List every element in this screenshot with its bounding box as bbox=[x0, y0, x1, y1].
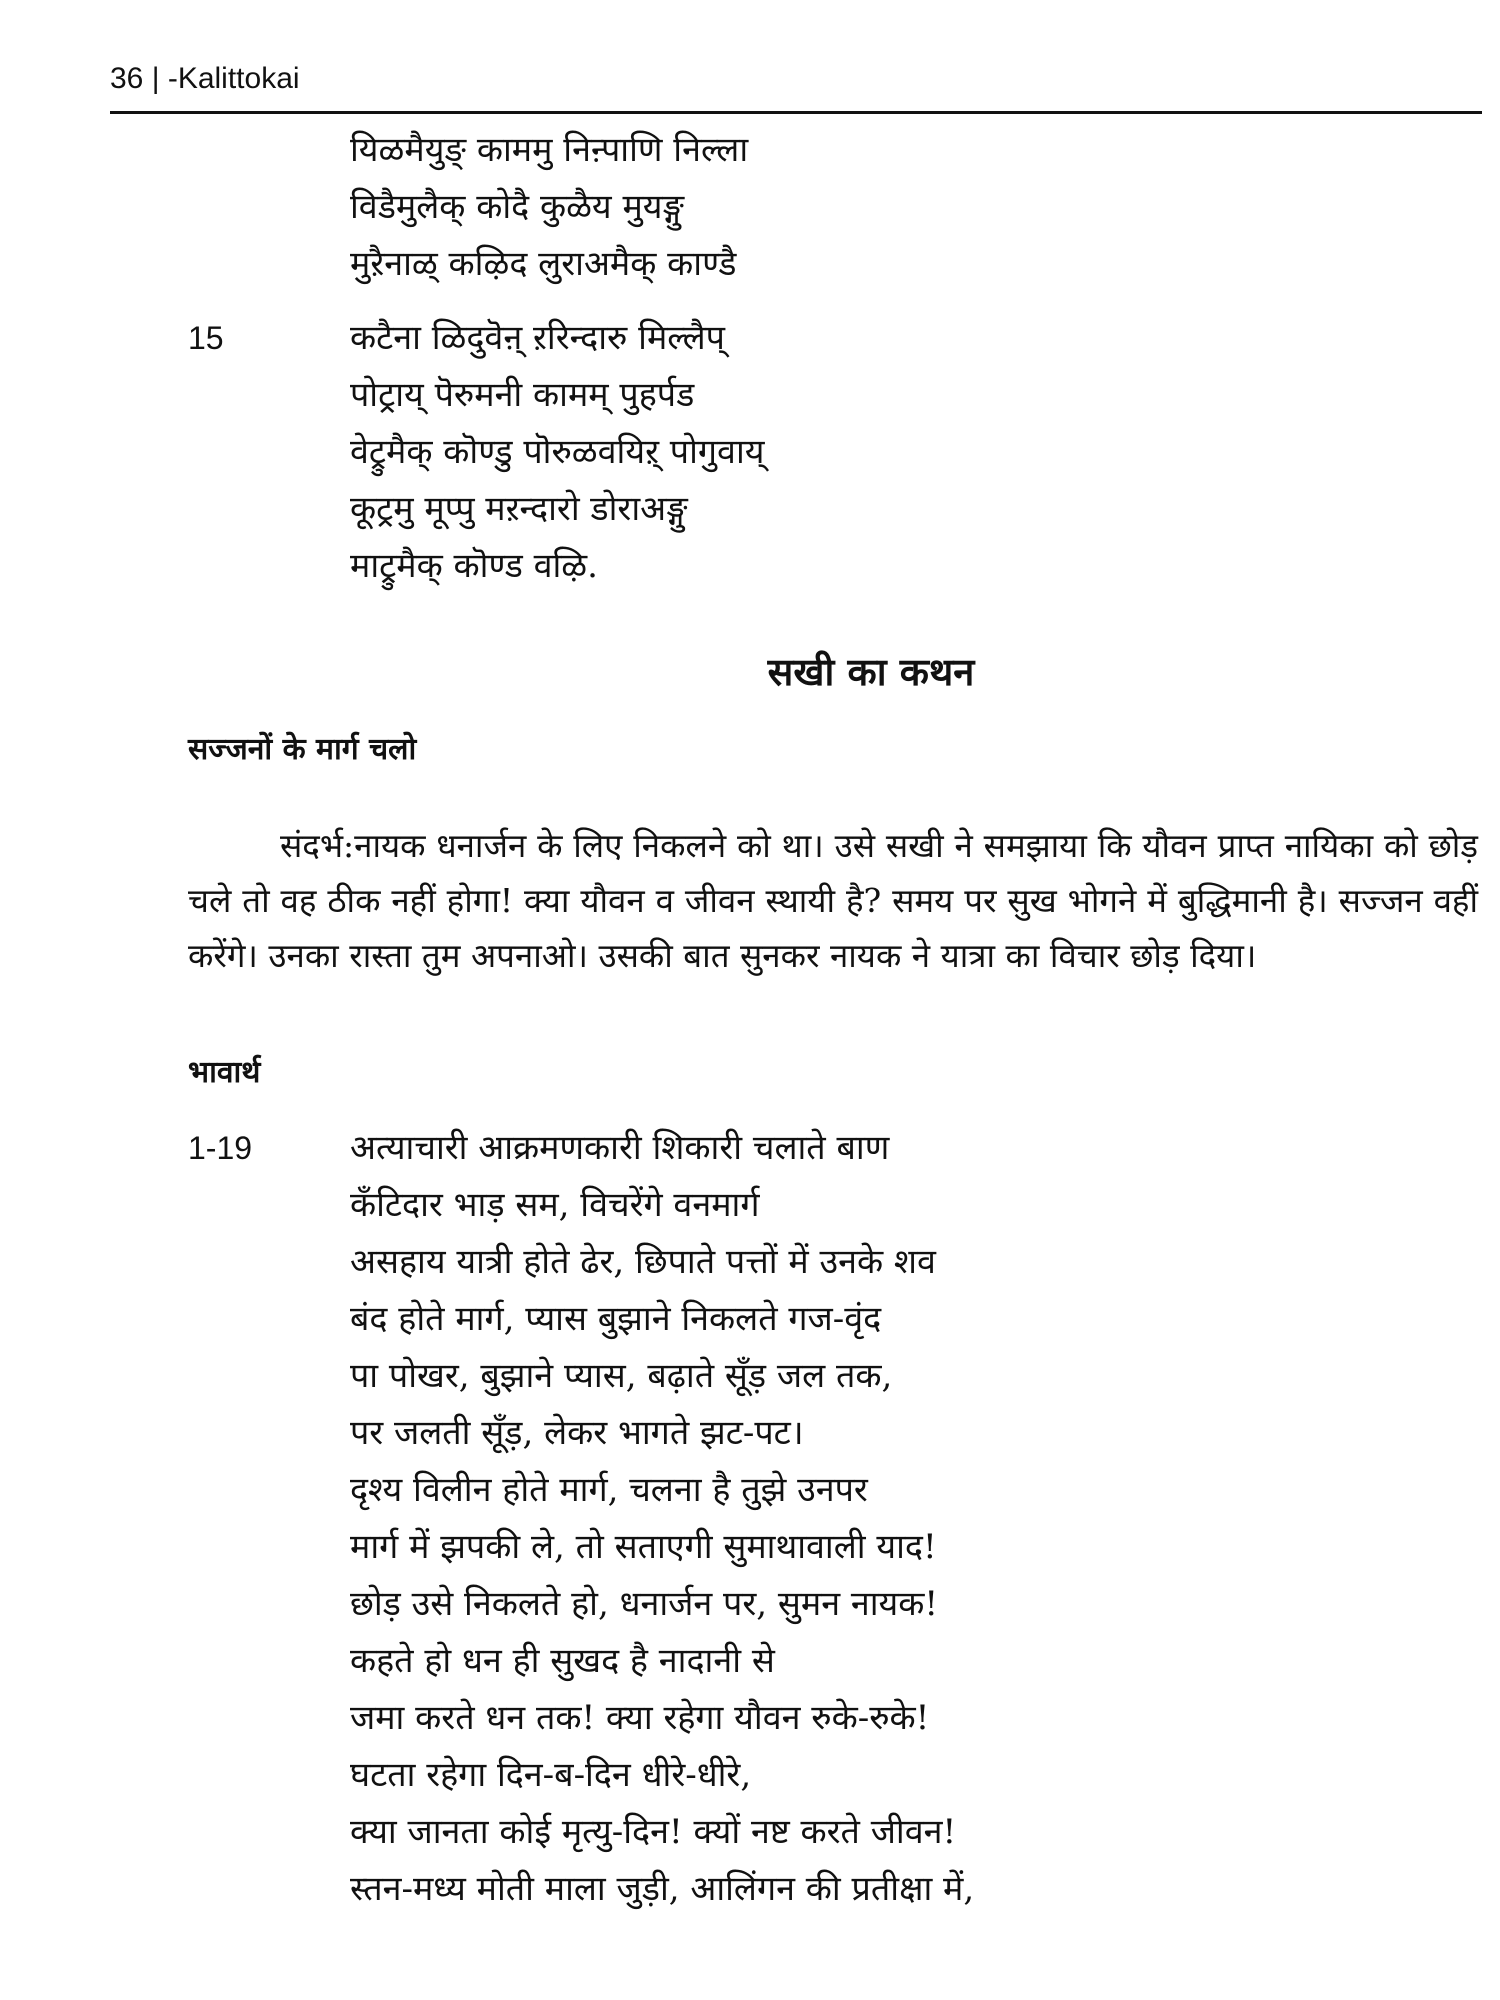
verse-line-text: घटता रहेगा दिन-ब-दिन धीरे-धीरे, bbox=[350, 1755, 752, 1795]
verse-line-text: यिळमैयुङ् काममु निऩ्पाणि निल्ला bbox=[350, 130, 749, 170]
context-paragraph: संदर्भ:नायक धनार्जन के लिए निकलने को था। उसे सखी ने समझाया कि यौवन प्राप्त नायिका को छोड़ चले तो वह ठीक नहीं होगा! क्या यौवन व जीवन स्थायी है? समय पर सुख भोगने में बुद्धिमानी है। सज्जन वहीं करेंगे। उनका रास्ता तुम अपनाओ। उसकी बात सुनकर नायक ने यात्रा का विचार छोड़ दिया। bbox=[188, 826, 1478, 975]
verse-line-text: वेट्रुमैक् कॊण्डु पॊरुळवयिऱ् पोगुवाय् bbox=[350, 432, 765, 472]
verse-line bbox=[110, 1747, 1482, 1804]
verse-line bbox=[110, 424, 1482, 481]
line-number: 15 bbox=[188, 320, 224, 356]
verse-line-text: जमा करते धन तक! क्या रहेगा यौवन रुके-रुके! bbox=[350, 1698, 930, 1738]
verse-block-top bbox=[110, 122, 1482, 293]
header-rule bbox=[110, 111, 1482, 114]
verse-line-text: मार्ग में झपकी ले, तो सताएगी सुमाथावाली याद! bbox=[350, 1527, 937, 1567]
verse-line bbox=[110, 1120, 1482, 1177]
verse-line bbox=[110, 1861, 1482, 1918]
verse-line-text: असहाय यात्री होते ढेर, छिपाते पत्तों में उनके शव bbox=[350, 1242, 936, 1282]
verse-line bbox=[110, 1234, 1482, 1291]
verse-line-text: दृश्य विलीन होते मार्ग, चलना है तुझे उनपर bbox=[350, 1470, 868, 1510]
verse-line bbox=[110, 1804, 1482, 1861]
verse-line bbox=[110, 1405, 1482, 1462]
verse-block-middle bbox=[110, 310, 1482, 595]
verse-line bbox=[110, 1462, 1482, 1519]
verse-line-text: कँटिदार भाड़ सम, विचरेंगे वनमार्ग bbox=[350, 1185, 760, 1225]
verse-line bbox=[110, 236, 1482, 293]
verse-line-text: कहते हो धन ही सुखद है नादानी से bbox=[350, 1641, 775, 1681]
verse-line-text: क्या जानता कोई मृत्यु-दिन! क्यों नष्ट करते जीवन! bbox=[350, 1812, 957, 1852]
verse-line-text: अत्याचारी आक्रमणकारी शिकारी चलाते बाण bbox=[350, 1128, 890, 1168]
verse-line bbox=[110, 310, 1482, 367]
verse-line-text: कूट्रमु मूप्पु मऱन्दारो डोराअङ्गु bbox=[350, 489, 688, 529]
verse-line bbox=[110, 1633, 1482, 1690]
verse-line-text: पर जलती सूँड़, लेकर भागते झट-पट। bbox=[350, 1413, 804, 1453]
verse-line-text: स्तन-मध्य मोती माला जुड़ी, आलिंगन की प्रतीक्षा में, bbox=[350, 1869, 975, 1909]
verse-line-text: पा पोखर, बुझाने प्यास, बढ़ाते सूँड़ जल तक, bbox=[350, 1356, 893, 1396]
verse-line-text: विडैमुलैक् कोदै कुळैय मुयङ्गु bbox=[350, 187, 685, 227]
section-title: सखी का कथन bbox=[767, 649, 975, 694]
verse-line-text: कटैना ळिदुवॆऩ् ऱरिन्दारु मिल्लैप् bbox=[350, 318, 725, 358]
subheading-bhavarth: भावार्थ bbox=[188, 1055, 261, 1090]
verse-line bbox=[110, 1576, 1482, 1633]
line-number: 1-19 bbox=[188, 1130, 253, 1166]
verse-line bbox=[110, 179, 1482, 236]
verse-line bbox=[110, 1519, 1482, 1576]
verse-line bbox=[110, 1177, 1482, 1234]
verse-line bbox=[110, 1291, 1482, 1348]
verse-line bbox=[110, 1690, 1482, 1747]
verse-line bbox=[110, 367, 1482, 424]
verse-line bbox=[110, 481, 1482, 538]
verse-line bbox=[110, 1348, 1482, 1405]
verse-line-text: मुऱैनाळ् कऴिद लुराअमैक् काण्डै bbox=[350, 244, 737, 284]
verse-line-text: छोड़ उसे निकलते हो, धनार्जन पर, सुमन नायक! bbox=[350, 1584, 939, 1624]
verse-block-bottom bbox=[110, 1120, 1482, 1918]
page-header: 36 | -Kalittokai bbox=[110, 62, 300, 95]
verse-line bbox=[110, 538, 1482, 595]
verse-line-text: पोट्राय् पॆरुमनी कामम् पुहर्पड bbox=[350, 375, 695, 415]
subheading-sajjan: सज्जनों के मार्ग चलो bbox=[188, 732, 417, 767]
verse-line bbox=[110, 122, 1482, 179]
verse-line-text: माट्रुमैक् कॊण्ड वऴि. bbox=[350, 546, 598, 586]
verse-line-text: बंद होते मार्ग, प्यास बुझाने निकलते गज-वृंद bbox=[350, 1299, 882, 1339]
